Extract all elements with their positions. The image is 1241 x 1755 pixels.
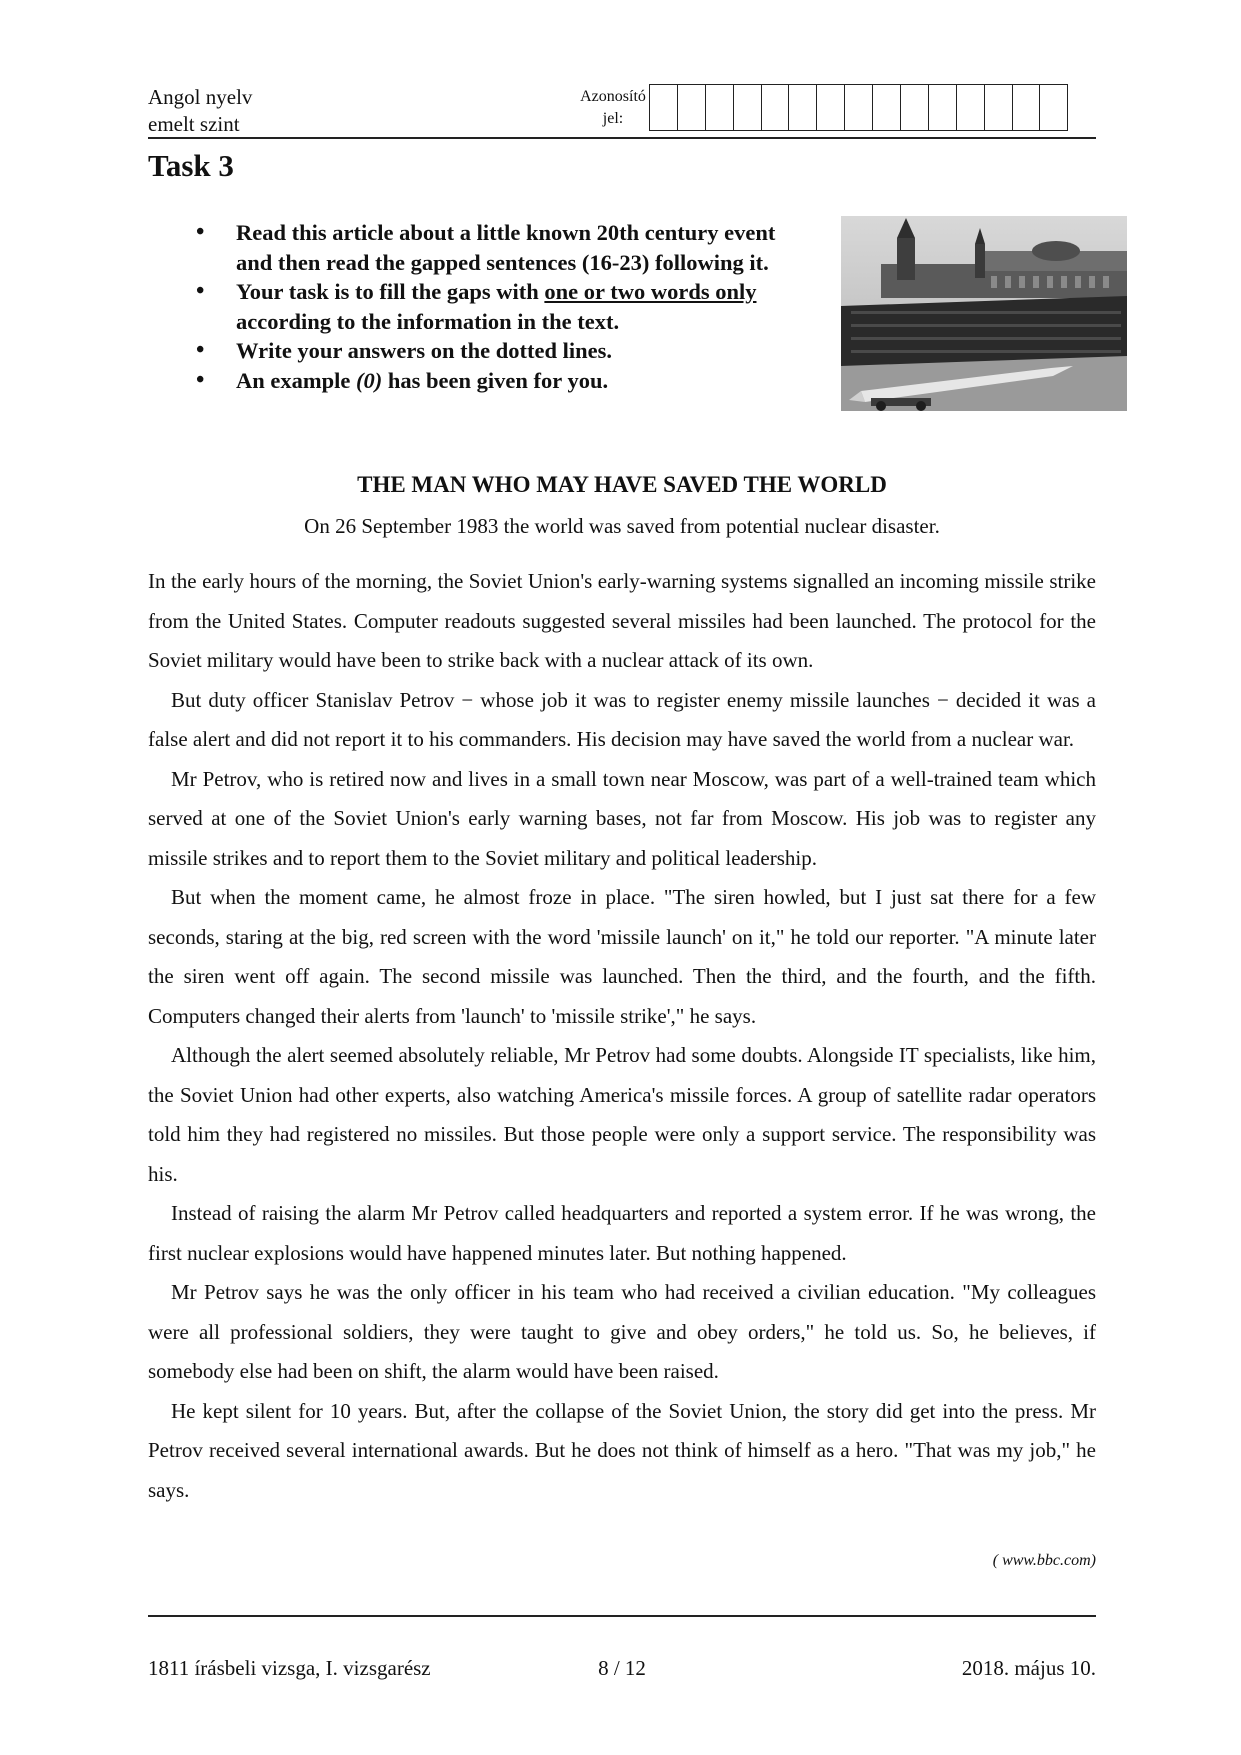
instruction-text: according to the information in the text.: [236, 308, 620, 334]
article-paragraph: Although the alert seemed absolutely reliable, Mr Petrov had some doubts. Alongside IT specialists, like him, the Soviet Union had other experts, also watching America's missile forces. A group of satellite radar operators told him they had registered no missiles. But those people were only a support service. The responsibility was his.: [148, 1043, 1096, 1186]
task-title: Task 3: [148, 148, 234, 183]
header-divider: [148, 137, 1096, 139]
id-label-line2: jel:: [602, 110, 624, 127]
instruction-text: has been given for you.: [382, 367, 609, 393]
exam-code: 1811 írásbeli vizsga, I. vizsgarész: [148, 1656, 431, 1680]
id-code-box[interactable]: [873, 85, 901, 130]
page-number: 8 / 12: [598, 1656, 646, 1680]
id-code-box[interactable]: [734, 85, 762, 130]
id-code-box[interactable]: [1013, 85, 1041, 130]
instruction-item: [196, 218, 786, 277]
parade-photo-illustration: [841, 216, 1127, 411]
id-code-box[interactable]: [789, 85, 817, 130]
instruction-text: An example: [236, 367, 356, 393]
instruction-text: Your task is to fill the gaps with: [236, 279, 545, 304]
article-paragraph: In the early hours of the morning, the Soviet Union's early-warning systems signalled an incoming missile strike from the United States. Computer readouts suggested several missiles had been launched. The protocol for the Soviet military would have been to strike back with a nuclear attack of its own.: [148, 569, 1096, 672]
article-body: [148, 562, 1096, 1510]
source-citation: ( www.bbc.com): [992, 1552, 1096, 1569]
article-paragraph: He kept silent for 10 years. But, after the collapse of the Soviet Union, the story did get into the press. Mr Petrov received several international awards. But he does not think of himself as a hero. "That was my job," he says.: [148, 1398, 1096, 1502]
article-paragraph: Instead of raising the alarm Mr Petrov called headquarters and reported a system error. If he was wrong, the first nuclear explosions would have happened minutes later. But nothing happened.: [148, 1201, 1096, 1265]
instruction-item: [196, 277, 786, 336]
article-paragraph: Mr Petrov says he was the only officer in his team who had received a civilian education. "My colleagues were all professional soldiers, they were taught to give and obey orders," he told us. So, he believes, if somebody else had been on shift, the alarm would have been raised.: [148, 1280, 1096, 1383]
id-code-box[interactable]: [985, 85, 1013, 130]
instruction-item: [196, 366, 786, 396]
subject-label: Angol nyelv: [148, 85, 253, 109]
instruction-italic: (0): [356, 367, 383, 393]
id-code-box[interactable]: [678, 85, 706, 130]
instructions-list: [196, 218, 786, 395]
exam-date: 2018. május 10.: [961, 1656, 1096, 1680]
id-code-box[interactable]: [901, 85, 929, 130]
id-code-box[interactable]: [957, 85, 985, 130]
instruction-text: Write your answers on the dotted lines.: [236, 338, 613, 363]
id-code-box[interactable]: [1040, 85, 1068, 130]
page-header: [148, 84, 1096, 138]
instruction-item: [196, 336, 786, 366]
footer-divider: [148, 1615, 1096, 1617]
instruction-text: Read this article about a little known 20th century event and then read the gapped sentences (16-23) following it.: [236, 220, 776, 275]
id-code-boxes[interactable]: [649, 84, 1068, 131]
id-code-box[interactable]: [762, 85, 790, 130]
article-paragraph: Mr Petrov, who is retired now and lives in a small town near Moscow, was part of a well-trained team which served at one of the Soviet Union's early warning bases, not far from Moscow. His job was to register any missile strikes and to report them to the Soviet military and political leadership.: [148, 766, 1096, 870]
id-code-box[interactable]: [845, 85, 873, 130]
id-code-box[interactable]: [706, 85, 734, 130]
article-paragraph: But duty officer Stanislav Petrov − whose job it was to register enemy missile launches − decided it was a false alert and did not report it to his commanders. His decision may have saved the world from a nuclear war.: [148, 687, 1096, 751]
instruction-underlined: one or two words only: [544, 279, 757, 304]
id-label-line1: Azonosító: [580, 88, 646, 105]
subject-block: [148, 84, 252, 138]
article-title: THE MAN WHO MAY HAVE SAVED THE WORLD: [357, 472, 887, 497]
red-square-parade-photo: [841, 216, 1127, 411]
level-label: emelt szint: [148, 112, 240, 136]
id-code-box[interactable]: [929, 85, 957, 130]
id-code-box[interactable]: [817, 85, 845, 130]
article-subtitle: On 26 September 1983 the world was saved from potential nuclear disaster.: [304, 514, 940, 538]
id-code-box[interactable]: [650, 85, 678, 130]
article-paragraph: But when the moment came, he almost froze in place. "The siren howled, but I just sat there for a few seconds, staring at the big, red screen with the word 'missile launch' on it," he told our reporter. "A minute later the siren went off again. The second missile was launched. Then the third, and the fourth, and the fifth. Computers changed their alerts from 'launch' to 'missile strike'," he says.: [148, 885, 1096, 1028]
